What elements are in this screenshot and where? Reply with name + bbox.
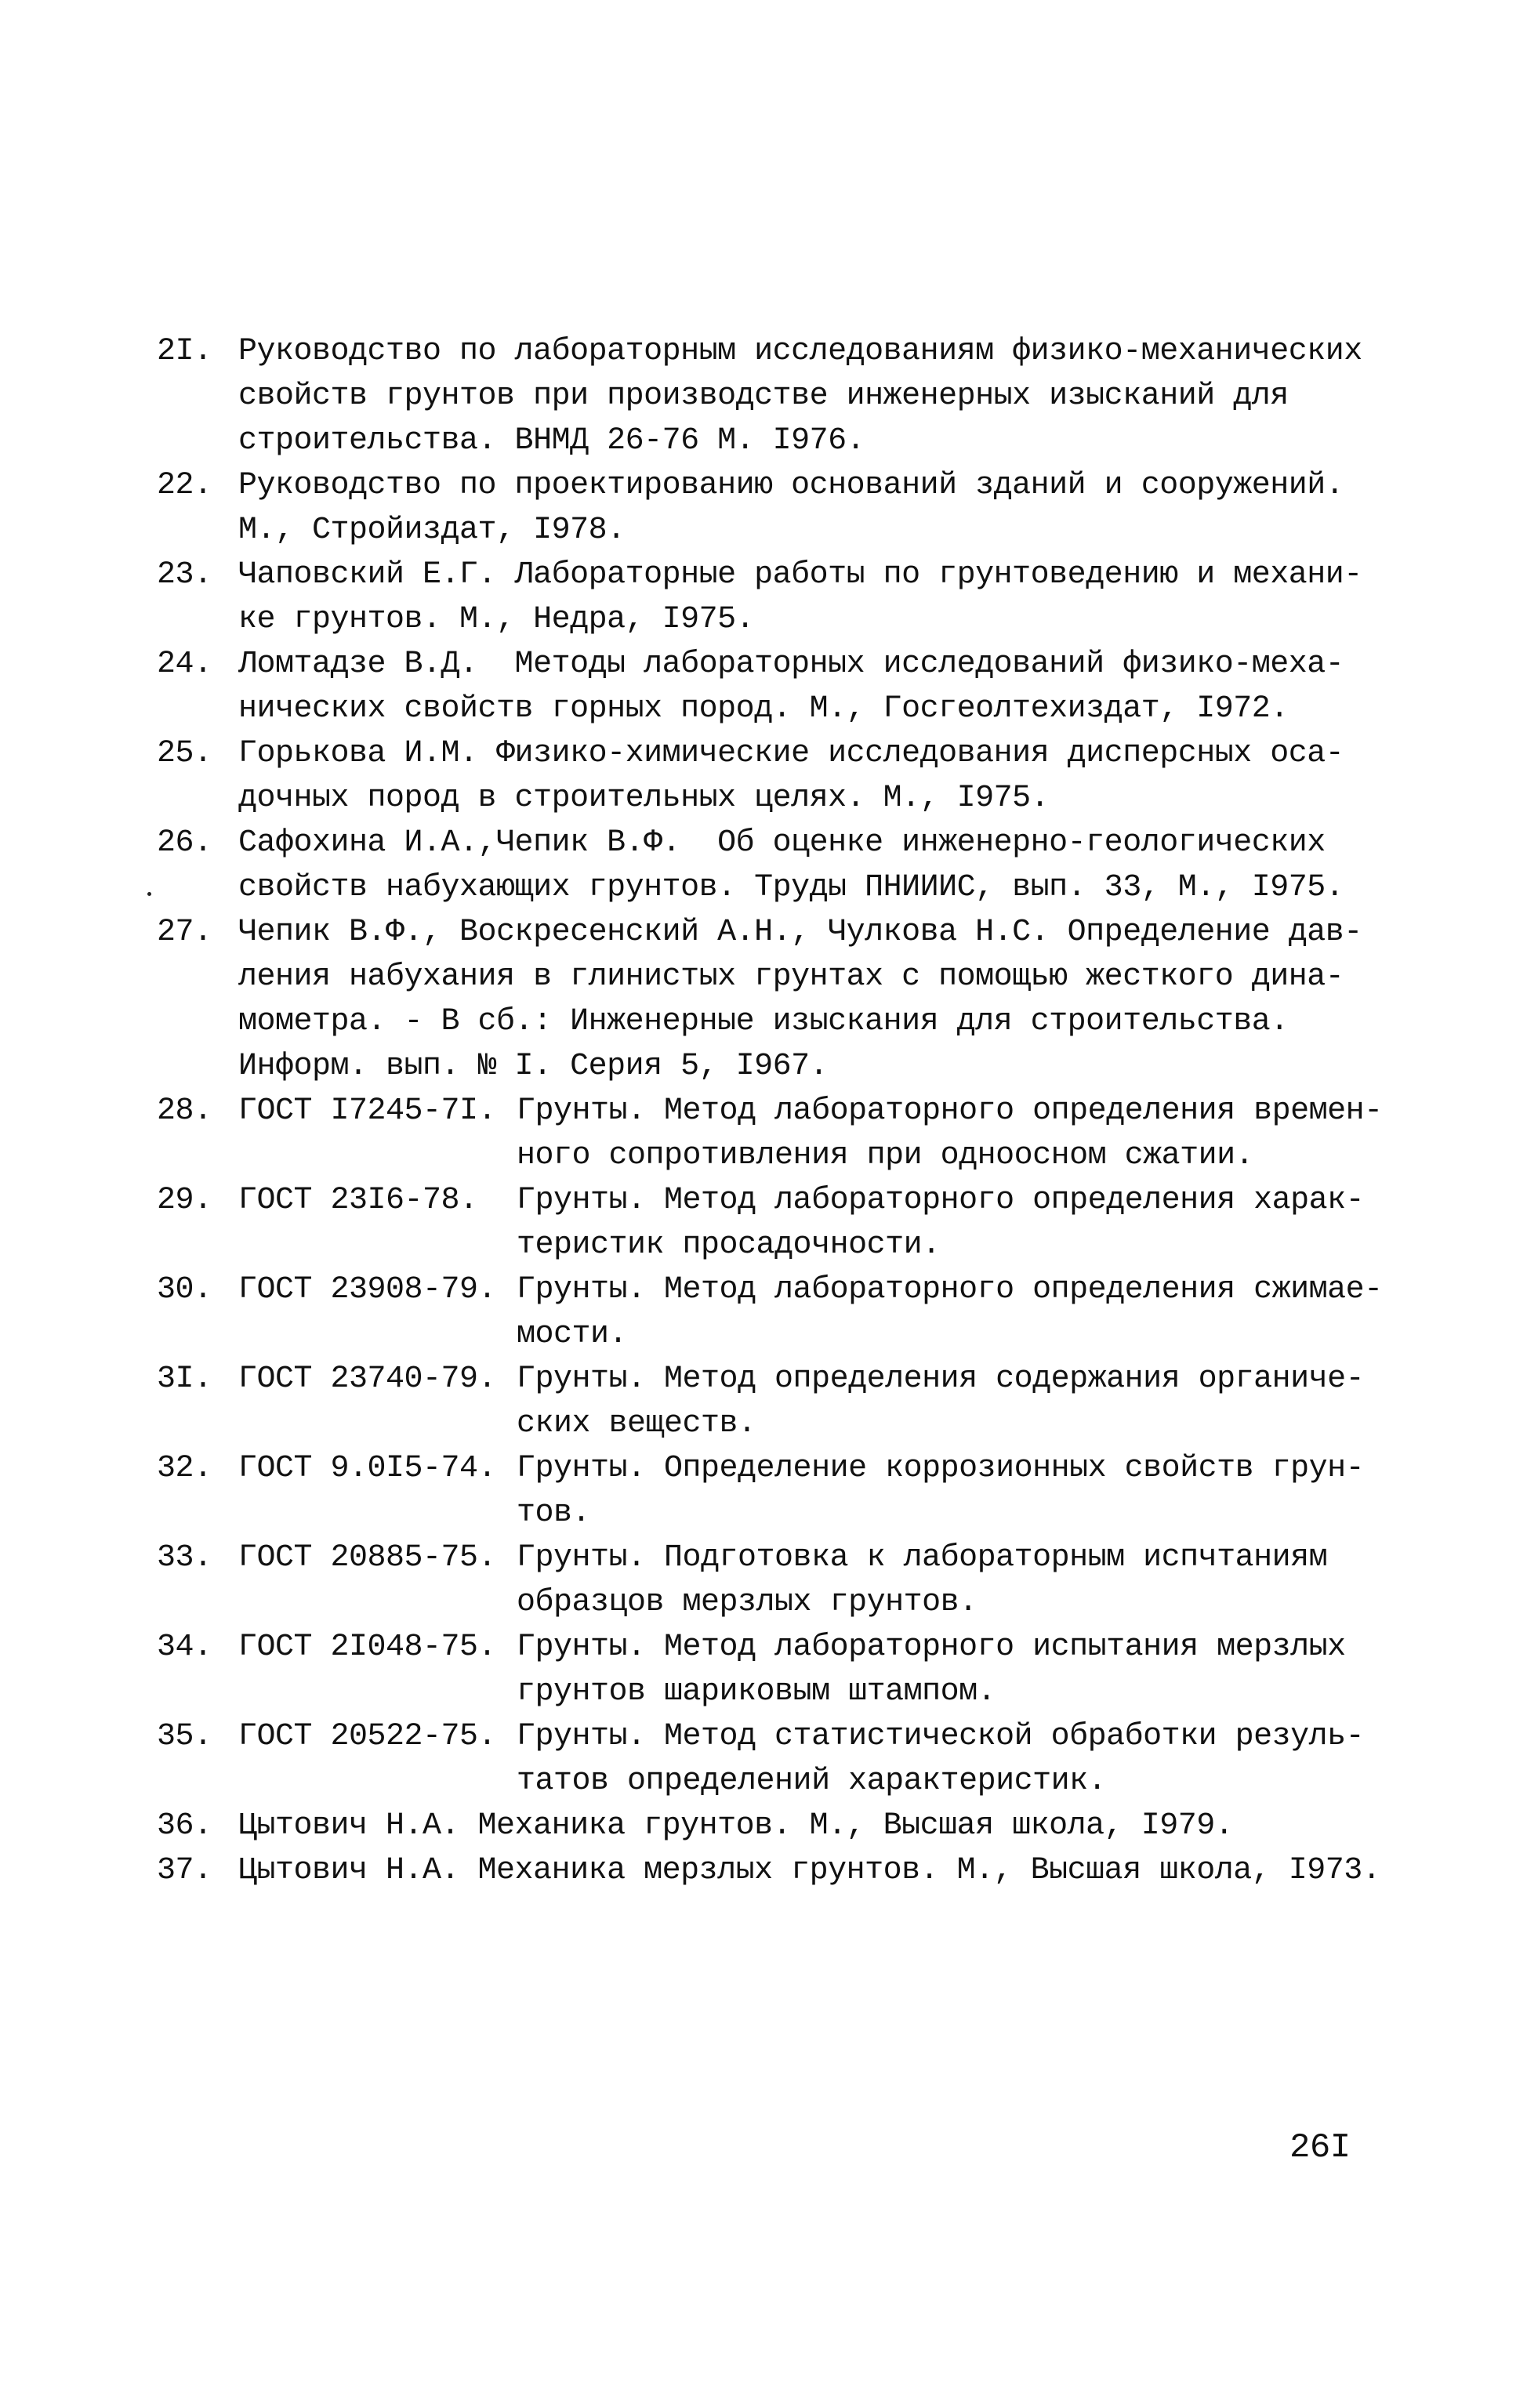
reference-line: Руководство по проектированию оснований зданий и сооружений. <box>238 468 1344 503</box>
reference-line: теристик просадочности. <box>517 1228 941 1263</box>
reference-line: свойств грунтов при производстве инженерных изысканий для <box>238 379 1289 414</box>
reference-number: 28. <box>157 1093 212 1129</box>
reference-line: мометра. - В сб.: Инженерные изыскания для строительства. <box>238 1004 1289 1039</box>
gost-reference-item <box>157 1178 1380 1267</box>
reference-item <box>157 1848 1380 1893</box>
gost-reference-item <box>157 1625 1380 1714</box>
margin-dot-mark <box>147 892 151 896</box>
reference-number: 30. <box>157 1272 212 1307</box>
reference-number: 36. <box>157 1808 212 1844</box>
gost-code: ГОСТ 20522-75. <box>238 1719 497 1754</box>
reference-line: Грунты. Метод лабораторного определения сжимае- <box>517 1272 1383 1307</box>
reference-number: 29. <box>157 1183 212 1218</box>
reference-line: Цытович Н.А. Механика грунтов. М., Высшая школа, I979. <box>238 1808 1234 1844</box>
reference-line: Грунты. Подготовка к лабораторным испчтаниям <box>517 1540 1328 1576</box>
gost-reference-item <box>157 1446 1380 1536</box>
gost-reference-item <box>157 1536 1380 1625</box>
reference-line: Чепик В.Ф., Воскресенский А.Н., Чулкова Н.С. Определение дав- <box>238 915 1362 950</box>
reference-number: 27. <box>157 915 212 950</box>
reference-line: Грунты. Метод лабораторного определения харак- <box>517 1183 1365 1218</box>
reference-line: Сафохина И.А.,Чепик В.Ф. Об оценке инженерно-геологических <box>238 825 1326 861</box>
reference-line: Ломтадзе В.Д. Методы лабораторных исследований физико-меха- <box>238 647 1344 682</box>
gost-code: ГОСТ 23I6-78. <box>238 1183 478 1218</box>
reference-line: Грунты. Определение коррозионных свойств грун- <box>517 1451 1365 1486</box>
reference-number: 24. <box>157 647 212 682</box>
reference-line: образцов мерзлых грунтов. <box>517 1585 977 1620</box>
gost-code: ГОСТ 23908-79. <box>238 1272 497 1307</box>
reference-line: Горькова И.М. Физико-химические исследования дисперсных оса- <box>238 736 1344 771</box>
gost-reference-item <box>157 1714 1380 1804</box>
reference-item <box>157 642 1380 731</box>
gost-code: ГОСТ 20885-75. <box>238 1540 497 1576</box>
reference-number: 25. <box>157 736 212 771</box>
reference-line: мости. <box>517 1317 628 1352</box>
gost-reference-item <box>157 1267 1383 1357</box>
reference-number: 2I. <box>157 334 212 369</box>
reference-line: Руководство по лабораторным исследованиям физико-механических <box>238 334 1362 369</box>
reference-line: татов определений характеристик. <box>517 1764 1107 1799</box>
reference-line: грунтов шариковым штампом. <box>517 1674 996 1710</box>
reference-number: 22. <box>157 468 212 503</box>
reference-number: 26. <box>157 825 212 861</box>
reference-line: нических свойств горных пород. М., Госгеолтехиздат, I972. <box>238 691 1289 727</box>
reference-line: строительства. ВНМД 26-76 М. I976. <box>238 423 865 459</box>
reference-line: Цытович Н.А. Механика мерзлых грунтов. М., Высшая школа, I973. <box>238 1853 1381 1888</box>
reference-item <box>157 910 1380 1089</box>
gost-code: ГОСТ 2I048-75. <box>238 1630 497 1665</box>
gost-code: ГОСТ 9.0I5-74. <box>238 1451 497 1486</box>
reference-item <box>157 731 1380 821</box>
reference-line: Грунты. Метод определения содержания органиче- <box>517 1362 1365 1397</box>
reference-line: Чаповский Е.Г. Лабораторные работы по грунтоведению и механи- <box>238 557 1362 593</box>
reference-line: ке грунтов. М., Недра, I975. <box>238 602 755 637</box>
reference-line: ления набухания в глинистых грунтах с помощью жесткого дина- <box>238 959 1344 995</box>
reference-item <box>157 463 1380 553</box>
gost-reference-item <box>157 1089 1383 1178</box>
reference-number: 34. <box>157 1630 212 1665</box>
reference-number: 37. <box>157 1853 212 1888</box>
reference-line: Грунты. Метод статистической обработки резуль- <box>517 1719 1365 1754</box>
reference-line: Грунты. Метод лабораторного определения времен- <box>517 1093 1383 1129</box>
reference-line: Грунты. Метод лабораторного испытания мерзлых <box>517 1630 1346 1665</box>
reference-number: 3I. <box>157 1362 212 1397</box>
reference-number: 35. <box>157 1719 212 1754</box>
reference-list <box>157 329 1383 1893</box>
reference-number: 33. <box>157 1540 212 1576</box>
reference-item <box>157 821 1380 910</box>
reference-number: 23. <box>157 557 212 593</box>
reference-line: М., Стройиздат, I978. <box>238 513 626 548</box>
reference-line: ного сопротивления при одноосном сжатии. <box>517 1138 1254 1173</box>
reference-line: ских веществ. <box>517 1406 756 1442</box>
gost-reference-item <box>157 1357 1380 1446</box>
reference-item <box>157 1804 1380 1848</box>
gost-code: ГОСТ I7245-7I. <box>238 1093 497 1129</box>
reference-line: свойств набухающих грунтов. Труды ПНИИИС, вып. 33, М., I975. <box>238 870 1344 905</box>
reference-line: Информ. вып. № I. Серия 5, I967. <box>238 1049 829 1084</box>
gost-code: ГОСТ 23740-79. <box>238 1362 497 1397</box>
reference-line: тов. <box>517 1496 591 1531</box>
page-number: 26I <box>1289 2128 1351 2167</box>
reference-line: дочных пород в строительных целях. М., I975. <box>238 781 1050 816</box>
reference-item <box>157 553 1380 642</box>
reference-item <box>157 329 1380 463</box>
reference-number: 32. <box>157 1451 212 1486</box>
